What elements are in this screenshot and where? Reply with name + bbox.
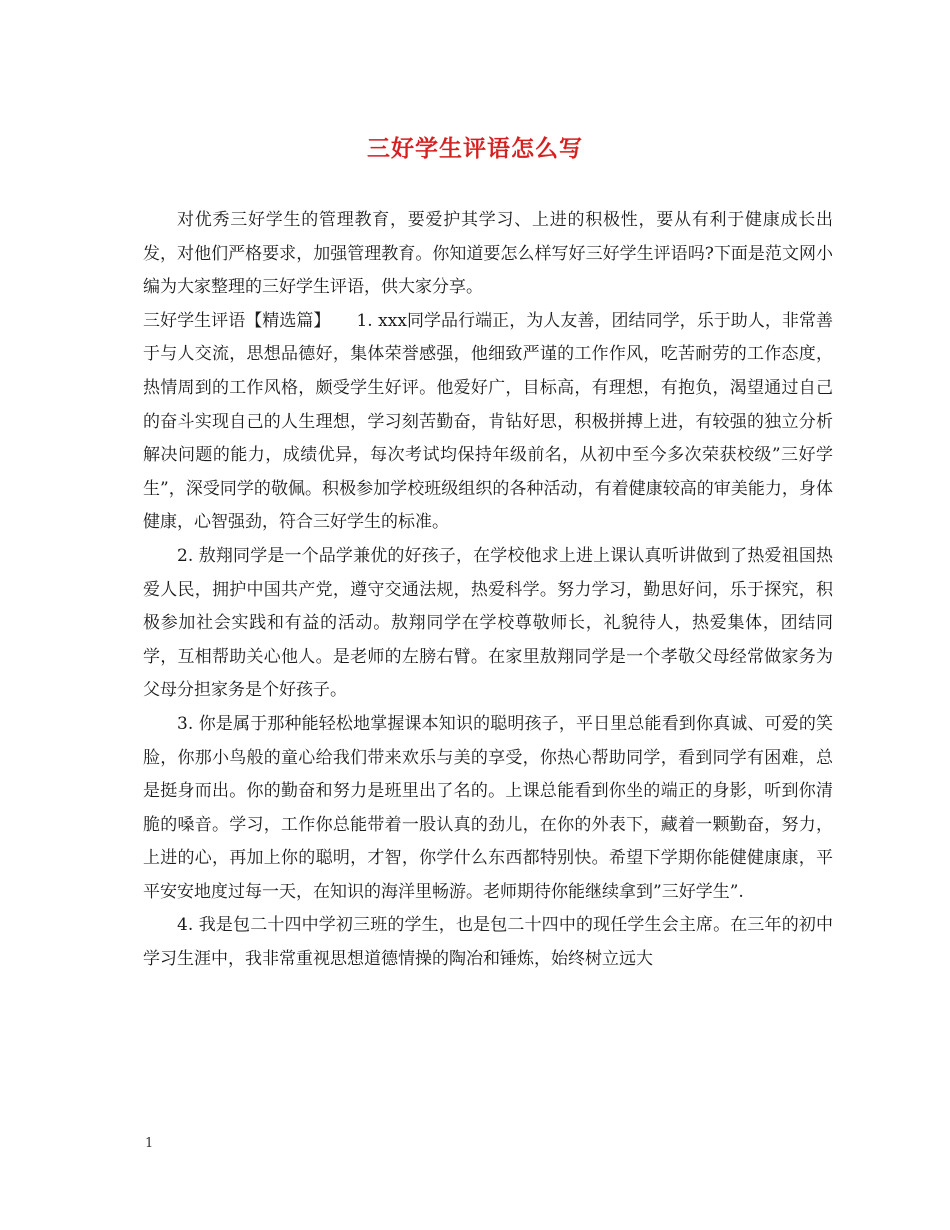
section-heading: 三好学生评语【精选篇】 (143, 310, 331, 331)
document-title: 三好学生评语怎么写 (367, 135, 583, 162)
item-4-paragraph: 4. 我是包二十四中学初三班的学生，也是包二十四中的现任学生会主席。在三年的初中学习生涯中，我非常重视思想道德情操的陶冶和锤炼，始终树立远大 (143, 915, 833, 970)
item-1-text: 1. xxx同学品行端正，为人友善，团结同学，乐于助人，非常善于与人交流，思想品德好，集体荣誉感强，他细致严谨的工作作风，吃苦耐劳的工作态度，热情周到的工作风格，颇受学生好评。他爱好广，目标高，有理想，有抱负，渴望通过自己的奋斗实现自己的人生理想，学习刻苦勤奋，肯钻好思，积极拼搏上进，有较强的独立分析解决问题的能力，成绩优异，每次考试均保持年级前名，从初中至今多次荣获校级”三好学生”，深受同学的敬佩。积极参加学校班级组织的各种活动，有着健康较高的审美能力，身体健康，心智强劲，符合三好学生的标准。 (143, 310, 833, 533)
item-3-paragraph: 3. 你是属于那种能轻松地掌握课本知识的聪明孩子，平日里总能看到你真诚、可爱的笑脸，你那小鸟般的童心给我们带来欢乐与美的享受，你热心帮助同学，看到同学有困难，总是挺身而出。你的勤奋和努力是班里出了名的。上课总能看到你坐的端正的身影，听到你清脆的嗓音。学习，工作你总能带着一股认真的劲儿，在你的外表下，藏着一颗勤奋，努力，上进的心，再加上你的聪明，才智，你学什么东西都特别快。希望下学期你能健健康康，平平安安地度过每一天，在知识的海洋里畅游。老师期待你能继续拿到”三好学生”. (143, 713, 833, 902)
intro-paragraph: 对优秀三好学生的管理教育，要爱护其学习、上进的积极性，要从有利于健康成长出发，对他们严格要求，加强管理教育。你知道要怎么样写好三好学生评语吗?下面是范文网小编为大家整理的三好学生评语，供大家分享。 (143, 210, 833, 298)
document-body (143, 204, 833, 977)
section-paragraph (143, 305, 833, 540)
item-2-paragraph: 2. 敖翔同学是一个品学兼优的好孩子，在学校他求上进上课认真听讲做到了热爱祖国热爱人民，拥护中国共产党，遵守交通法规，热爱科学。努力学习，勤思好问，乐于探究，积极参加社会实践和有益的活动。敖翔同学在学校尊敬师长，礼貌待人，热爱集体，团结同学，互相帮助关心他人。是老师的左膀右臂。在家里敖翔同学是一个孝敬父母经常做家务为父母分担家务是个好孩子。 (143, 545, 833, 701)
page-number: 1 (145, 1136, 154, 1151)
